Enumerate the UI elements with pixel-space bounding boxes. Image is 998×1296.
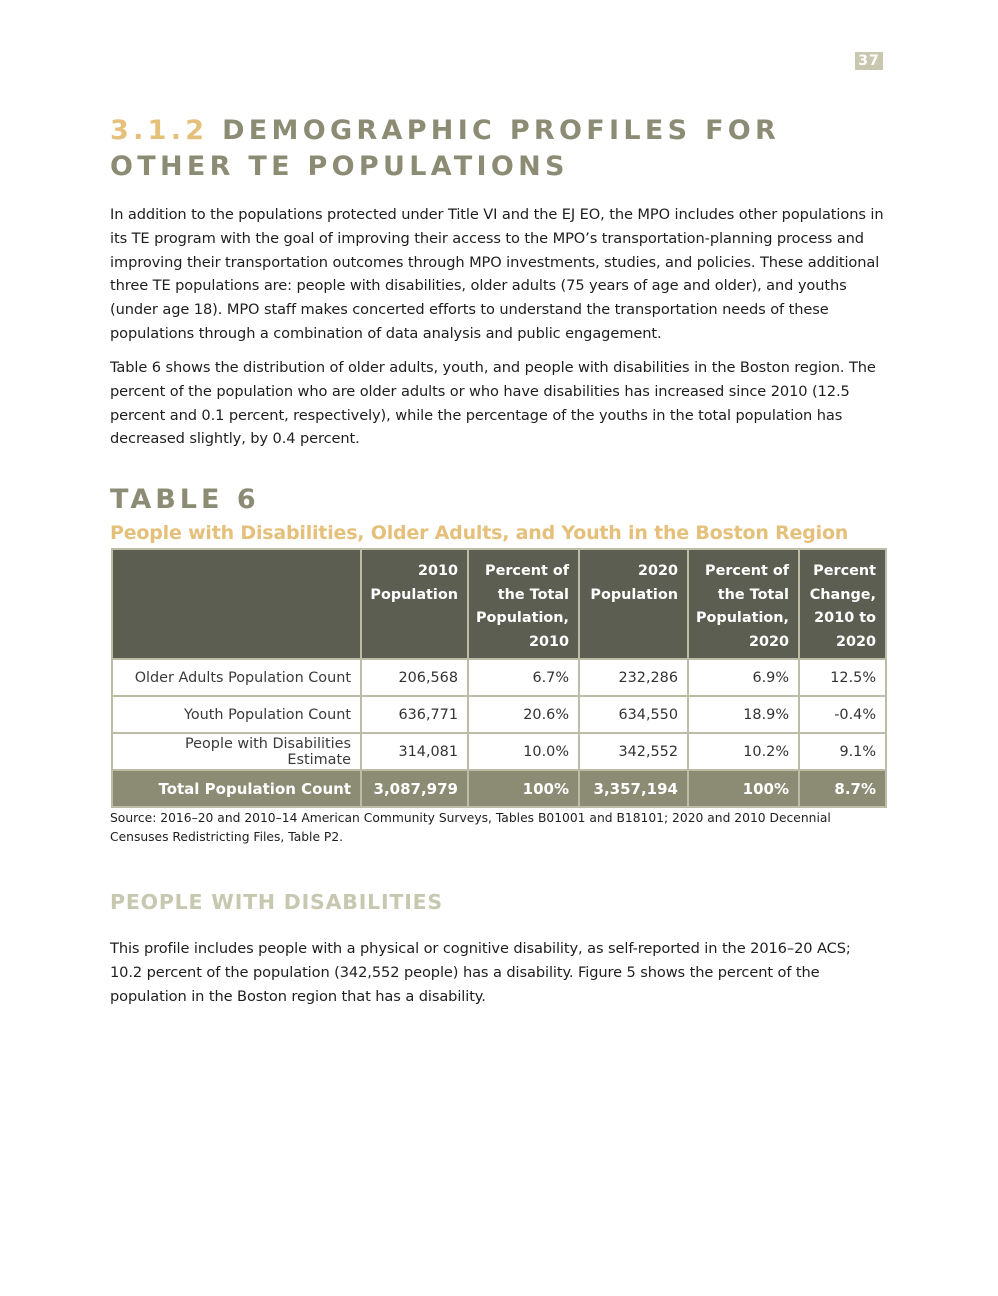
cell: 18.9% — [688, 696, 799, 733]
table-label: TABLE 6 — [110, 484, 260, 515]
table-row — [112, 733, 886, 770]
header-percent-change: Percent Change, 2010 to 2020 — [799, 549, 886, 659]
total-cell: 3,357,194 — [579, 770, 688, 807]
total-row — [112, 770, 886, 807]
table-caption: People with Disabilities, Older Adults, and Youth in the Boston Region — [110, 522, 849, 544]
cell: 10.2% — [688, 733, 799, 770]
demographics-table — [111, 548, 887, 808]
total-cell: 8.7% — [799, 770, 886, 807]
disabilities-paragraph: This profile includes people with a physical or cognitive disability, as self-reported in the 2016–20 ACS; 10.2 percent of the population (342,552 people) has a disability. Figure 5 shows the percent of the population in the Boston region that has a disability. — [110, 940, 851, 1005]
subsection-title: PEOPLE WITH DISABILITIES — [110, 890, 443, 914]
total-label: Total Population Count — [112, 770, 361, 807]
cell: 6.7% — [468, 659, 579, 696]
section-title-text: DEMOGRAPHIC PROFILES FOR OTHER TE POPULATIONS — [110, 115, 781, 182]
header-percent-2020: Percent of the Total Population, 2020 — [688, 549, 799, 659]
table-row — [112, 659, 886, 696]
section-title — [110, 113, 910, 185]
table-row — [112, 696, 886, 733]
cell: 314,081 — [361, 733, 468, 770]
cell: 232,286 — [579, 659, 688, 696]
cell: 206,568 — [361, 659, 468, 696]
cell: 636,771 — [361, 696, 468, 733]
total-cell: 100% — [468, 770, 579, 807]
cell: 20.6% — [468, 696, 579, 733]
header-blank — [112, 549, 361, 659]
total-cell: 3,087,979 — [361, 770, 468, 807]
cell: 9.1% — [799, 733, 886, 770]
cell: 342,552 — [579, 733, 688, 770]
cell: 12.5% — [799, 659, 886, 696]
section-number: 3.1.2 — [110, 115, 209, 146]
cell: 6.9% — [688, 659, 799, 696]
intro-paragraph: In addition to the populations protected under Title VI and the EJ EO, the MPO includes other populations in its TE program with the goal of improving their access to the MPO’s transportation-planning process and improving their transportation outcomes through MPO investments, studies, and policies. These additional three TE populations are: people with disabilities, older adults (75 years of age and older), and youths (under age 18). MPO staff makes concerted efforts to understand the transportation needs of these populations through a combination of data analysis and public engagement. — [110, 206, 884, 342]
row-label: Older Adults Population Count — [112, 659, 361, 696]
table-summary-paragraph: Table 6 shows the distribution of older adults, youth, and people with disabilities in the Boston region. The percent of the population who are older adults or who have disabilities has increased since 2010 (12.5 percent and 0.1 percent, respectively), while the percentage of the youths in the total population has decreased slightly, by 0.4 percent. — [110, 359, 876, 448]
header-2010-population: 2010 Population — [361, 549, 468, 659]
row-label: Youth Population Count — [112, 696, 361, 733]
header-2020-population: 2020 Population — [579, 549, 688, 659]
header-percent-2010: Percent of the Total Population, 2010 — [468, 549, 579, 659]
total-cell: 100% — [688, 770, 799, 807]
page-number: 37 — [855, 52, 883, 70]
table-header-row — [112, 549, 886, 659]
cell: -0.4% — [799, 696, 886, 733]
cell: 10.0% — [468, 733, 579, 770]
table-source-note: Source: 2016–20 and 2010–14 American Community Surveys, Tables B01001 and B18101; 2020 and 2010 Decennial Censuses Redistricting Files, Table P2. — [110, 811, 831, 844]
cell: 634,550 — [579, 696, 688, 733]
row-label: People with Disabilities Estimate — [112, 733, 361, 770]
